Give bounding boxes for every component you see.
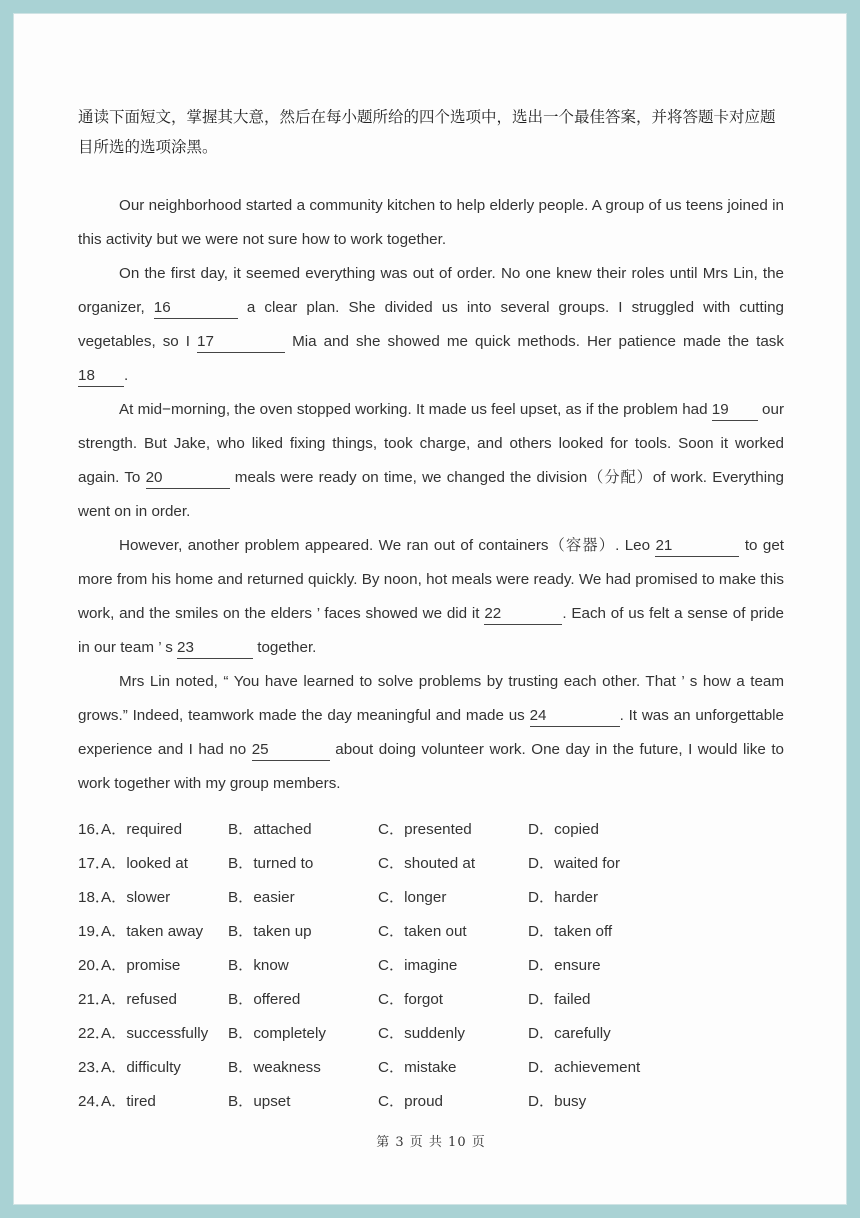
paragraph-2	[78, 257, 784, 393]
option-d: D．taken off	[528, 923, 613, 940]
question-number: 18．	[78, 889, 111, 906]
blank-21: 21	[655, 536, 739, 557]
option-c: C．imagine	[378, 957, 458, 974]
blank-22: 22	[484, 604, 562, 625]
option-a: A．looked at	[101, 855, 188, 872]
option-c: C．forgot	[378, 991, 443, 1008]
text: On the first day, it seemed everything was out of order. No one knew their roles until Mrs Lin, the organizer,	[78, 265, 784, 316]
option-b: B．upset	[228, 1093, 291, 1110]
option-c: C．mistake	[378, 1059, 457, 1076]
option-a: A．slower	[101, 889, 171, 906]
passage	[78, 189, 784, 801]
option-c: C．taken out	[378, 923, 467, 940]
question-row	[78, 1048, 778, 1082]
option-d: D．failed	[528, 991, 591, 1008]
question-number: 16．	[78, 821, 111, 838]
option-d: D．busy	[528, 1093, 587, 1110]
question-number: 20．	[78, 957, 111, 974]
option-a: A．taken away	[101, 923, 204, 940]
option-a: A．difficulty	[101, 1059, 181, 1076]
blank-17: 17	[197, 332, 285, 353]
question-row	[78, 810, 778, 844]
option-a: A．successfully	[101, 1025, 209, 1042]
question-row	[78, 912, 778, 946]
text: together.	[253, 639, 317, 656]
option-d: D．harder	[528, 889, 599, 906]
question-row	[78, 878, 778, 912]
paragraph-1: Our neighborhood started a community kitchen to help elderly people. A group of us teens joined in this activity but we were not sure how to work together.	[78, 197, 784, 248]
question-row	[78, 1014, 778, 1048]
option-b: B．turned to	[228, 855, 314, 872]
question-row	[78, 946, 778, 980]
blank-24: 24	[530, 706, 620, 727]
option-a: A．promise	[101, 957, 181, 974]
question-number: 17．	[78, 855, 111, 872]
option-c: C．shouted at	[378, 855, 476, 872]
text: our strength. But Jake, who liked fixing things, took charge, and others looked for tools. Soon it worked again. To	[78, 401, 785, 486]
text: to get more from his home and returned quickly. By noon, hot meals were ready. We had promised to make this work, and the smiles on the elders ’ faces showed we did it	[78, 537, 785, 622]
text: a clear plan. She divided us into several groups. I struggled with cutting vegetables, so I	[78, 299, 784, 350]
blank-18: 18	[78, 366, 124, 387]
text: about doing volunteer work. One day in the future, I would like to work together with my group members.	[78, 741, 784, 792]
option-a: A．refused	[101, 991, 177, 1008]
blank-23: 23	[177, 638, 253, 659]
text: At mid−morning, the oven stopped working. It made us feel upset, as if the problem had	[119, 401, 712, 418]
option-d: D．achievement	[528, 1059, 641, 1076]
option-b: B．easier	[228, 889, 295, 906]
question-number: 19．	[78, 923, 111, 940]
text: .	[124, 367, 129, 384]
text: meals were ready on time, we changed the division（分配）of work. Everything went on in order.	[78, 469, 784, 520]
option-b: B．know	[228, 957, 289, 974]
question-row	[78, 844, 778, 878]
instruction-text: 通读下面短文，掌握其大意，然后在每小题所给的四个选项中，选出一个最佳答案，并将答题卡对应题目所选的选项涂黑。	[78, 108, 776, 156]
blank-16: 16	[154, 298, 238, 319]
option-a: A．tired	[101, 1093, 156, 1110]
option-c: C．proud	[378, 1093, 443, 1110]
text: . Each of us felt a sense of pride in our team ’ s	[78, 605, 784, 656]
blank-25: 25	[252, 740, 330, 761]
exam-page	[13, 13, 847, 1205]
option-b: B．completely	[228, 1025, 326, 1042]
option-d: D．ensure	[528, 957, 601, 974]
question-number: 21．	[78, 991, 111, 1008]
blank-19: 19	[712, 400, 758, 421]
option-d: D．copied	[528, 821, 599, 838]
text: . It was an unforgettable experience and I had no	[78, 707, 784, 758]
paragraph-5	[78, 665, 784, 801]
question-row	[78, 1082, 778, 1116]
option-d: D．carefully	[528, 1025, 611, 1042]
option-b: B．attached	[228, 821, 312, 838]
option-c: C．presented	[378, 821, 472, 838]
question-row	[78, 980, 778, 1014]
option-b: B．offered	[228, 991, 301, 1008]
question-number: 24．	[78, 1093, 111, 1110]
paragraph-4	[78, 529, 784, 665]
question-options	[78, 810, 778, 1116]
question-number: 23．	[78, 1059, 111, 1076]
text: Mia and she showed me quick methods. Her patience made the task	[285, 333, 784, 350]
page-footer: 第 3 页 共 10 页	[376, 1135, 486, 1150]
blank-20: 20	[146, 468, 230, 489]
paragraph-3	[78, 393, 784, 529]
question-number: 22．	[78, 1025, 111, 1042]
option-d: D．waited for	[528, 855, 621, 872]
option-b: B．weakness	[228, 1059, 321, 1076]
option-a: A．required	[101, 821, 183, 838]
text: Mrs Lin noted, “ You have learned to solve problems by trusting each other. That ’ s how a team grows.” Indeed, teamwork made the day meaningful and made us	[78, 673, 784, 724]
option-c: C．suddenly	[378, 1025, 465, 1042]
text: However, another problem appeared. We ran out of containers（容器）. Leo	[119, 537, 656, 554]
option-b: B．taken up	[228, 923, 312, 940]
option-c: C．longer	[378, 889, 447, 906]
